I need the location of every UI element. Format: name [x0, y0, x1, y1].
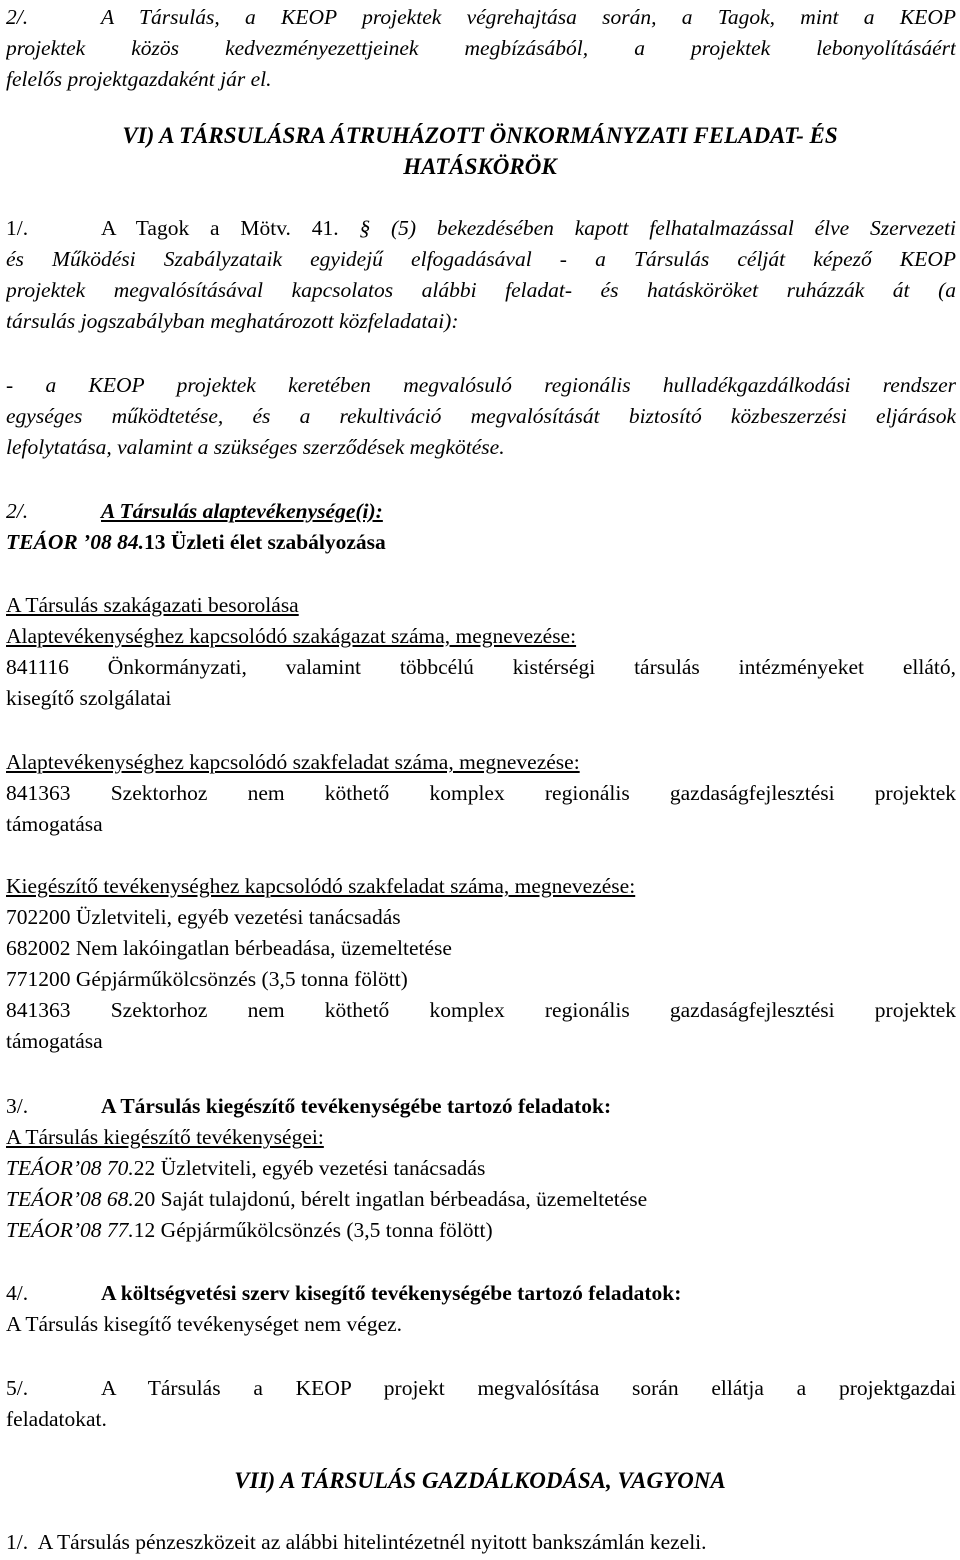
text-span: A Társulás a KEOP projekt megvalósítása során ellátja a projektgazdai	[101, 1376, 956, 1400]
section-vi-title-line-2: HATÁSKÖRÖK	[403, 154, 557, 179]
ancillary-heading: A költségvetési szerv kisegítő tevékenységébe tartozó feladatok:	[101, 1281, 682, 1305]
teaor-item	[6, 1153, 956, 1183]
teaor-main-line	[6, 527, 956, 557]
paragraph-1-line-2: és Működési Szabályzataik egyidejű elfogadásával - a Társulás célját képező KEOP	[6, 247, 956, 271]
classification-sub-1-line-2: kisegítő szolgálatai	[6, 686, 172, 710]
paragraph-4-text: A Társulás kisegítő tevékenységet nem végez.	[6, 1312, 403, 1336]
paragraph-4-heading-line	[6, 1278, 956, 1308]
classification-sub-3-line-4: 841363 Szektorhoz nem köthető komplex regionális gazdaságfejlesztési projektek	[6, 998, 956, 1022]
dash-paragraph-line-3: lefolytatása, valamint a szükséges szerződések megkötése.	[6, 435, 505, 459]
paragraph-1-bank-line	[6, 1527, 956, 1557]
dash-paragraph-line-2: egységes működtetése, és a rekultiváció megvalósítását biztosító közbeszerzési eljárások	[6, 404, 956, 428]
teaor-code: TEÁOR ’08 84.	[6, 530, 144, 554]
paragraph-2-line-1	[6, 2, 956, 32]
text-span: A Tagok a Mötv. 41.	[101, 216, 339, 240]
teaor-description: 13 Üzleti élet szabályozása	[143, 530, 386, 554]
paragraph-1-line-1	[6, 213, 956, 243]
paragraph-3-subtitle: A Társulás kiegészítő tevékenységei:	[6, 1125, 324, 1149]
classification-sub-3-line-3: 771200 Gépjárműkölcsönzés (3,5 tonna fölött)	[6, 967, 408, 991]
paragraph-number: 2/.	[6, 5, 29, 29]
classification-sub-2-line-1: 841363 Szektorhoz nem köthető komplex regionális gazdaságfejlesztési projektek	[6, 781, 956, 805]
teaor-code: TEÁOR’08 77.	[6, 1218, 134, 1242]
paragraph-2-line-3: felelős projektgazdaként jár el.	[6, 67, 272, 91]
paragraph-5-line-2: feladatokat.	[6, 1407, 107, 1431]
classification-sub-3: Kiegészítő tevékenységhez kapcsolódó szakfeladat száma, megnevezése:	[6, 874, 636, 898]
classification-sub-1: Alaptevékenységhez kapcsolódó szakágazat száma, megnevezése:	[6, 624, 577, 648]
paragraph-2-line-2: projektek közös kedvezményezettjeinek megbízásából, a projektek lebonyolításáért	[6, 36, 956, 60]
paragraph-2-heading-line	[6, 496, 956, 526]
text-span: A Társulás pénzeszközeit az alábbi hitelintézetnél nyitott bankszámlán kezeli.	[37, 1530, 707, 1554]
teaor-item	[6, 1215, 956, 1245]
section-vi-title-line-1: VI) A TÁRSULÁSRA ÁTRUHÁZOTT ÖNKORMÁNYZATI FELADAT- ÉS	[122, 123, 838, 148]
teaor-item	[6, 1184, 956, 1214]
main-activity-heading: A Társulás alaptevékenysége(i):	[101, 499, 383, 523]
paragraph-number: 1/.	[6, 1530, 29, 1554]
paragraph-number: 1/.	[6, 216, 29, 240]
paragraph-3-heading-line	[6, 1091, 956, 1121]
classification-title: A Társulás szakágazati besorolása	[6, 593, 299, 617]
teaor-code: TEÁOR’08 70.	[6, 1156, 134, 1180]
paragraph-number: 2/.	[6, 499, 29, 523]
classification-sub-2-line-2: támogatása	[6, 812, 103, 836]
text-span: § (5) bekezdésében kapott felhatalmazással élve Szervezeti	[338, 216, 956, 240]
teaor-description: 12 Gépjárműkölcsönzés (3,5 tonna fölött)	[133, 1218, 493, 1242]
text-line: A Társulás, a KEOP projektek végrehajtása során, a Tagok, mint a KEOP	[101, 5, 956, 29]
paragraph-5-line-1	[6, 1373, 956, 1403]
paragraph-number: 3/.	[6, 1094, 29, 1118]
teaor-description: 20 Saját tulajdonú, bérelt ingatlan bérbeadása, üzemeltetése	[133, 1187, 648, 1211]
classification-sub-3-line-1: 702200 Üzletviteli, egyéb vezetési tanácsadás	[6, 905, 401, 929]
paragraph-number: 5/.	[6, 1376, 29, 1400]
teaor-code: TEÁOR’08 68.	[6, 1187, 134, 1211]
section-vii-title: VII) A TÁRSULÁS GAZDÁLKODÁSA, VAGYONA	[234, 1468, 726, 1493]
classification-sub-1-line-1: 841116 Önkormányzati, valamint többcélú kistérségi társulás intézményeket ellátó,	[6, 655, 956, 679]
paragraph-number: 4/.	[6, 1281, 29, 1305]
paragraph-1-line-4: társulás jogszabályban meghatározott közfeladatai):	[6, 309, 459, 333]
dash-paragraph-line-1: - a KEOP projektek keretében megvalósuló regionális hulladékgazdálkodási rendszer	[6, 373, 956, 397]
supplementary-heading: A Társulás kiegészítő tevékenységébe tartozó feladatok:	[101, 1094, 612, 1118]
classification-sub-3-line-2: 682002 Nem lakóingatlan bérbeadása, üzemeltetése	[6, 936, 452, 960]
teaor-description: 22 Üzletviteli, egyéb vezetési tanácsadás	[133, 1156, 486, 1180]
classification-sub-2: Alaptevékenységhez kapcsolódó szakfeladat száma, megnevezése:	[6, 750, 580, 774]
paragraph-1-line-3: projektek megvalósításával kapcsolatos alábbi feladat- és hatásköröket ruházzák át (a	[6, 278, 956, 302]
classification-sub-3-line-5: támogatása	[6, 1029, 103, 1053]
